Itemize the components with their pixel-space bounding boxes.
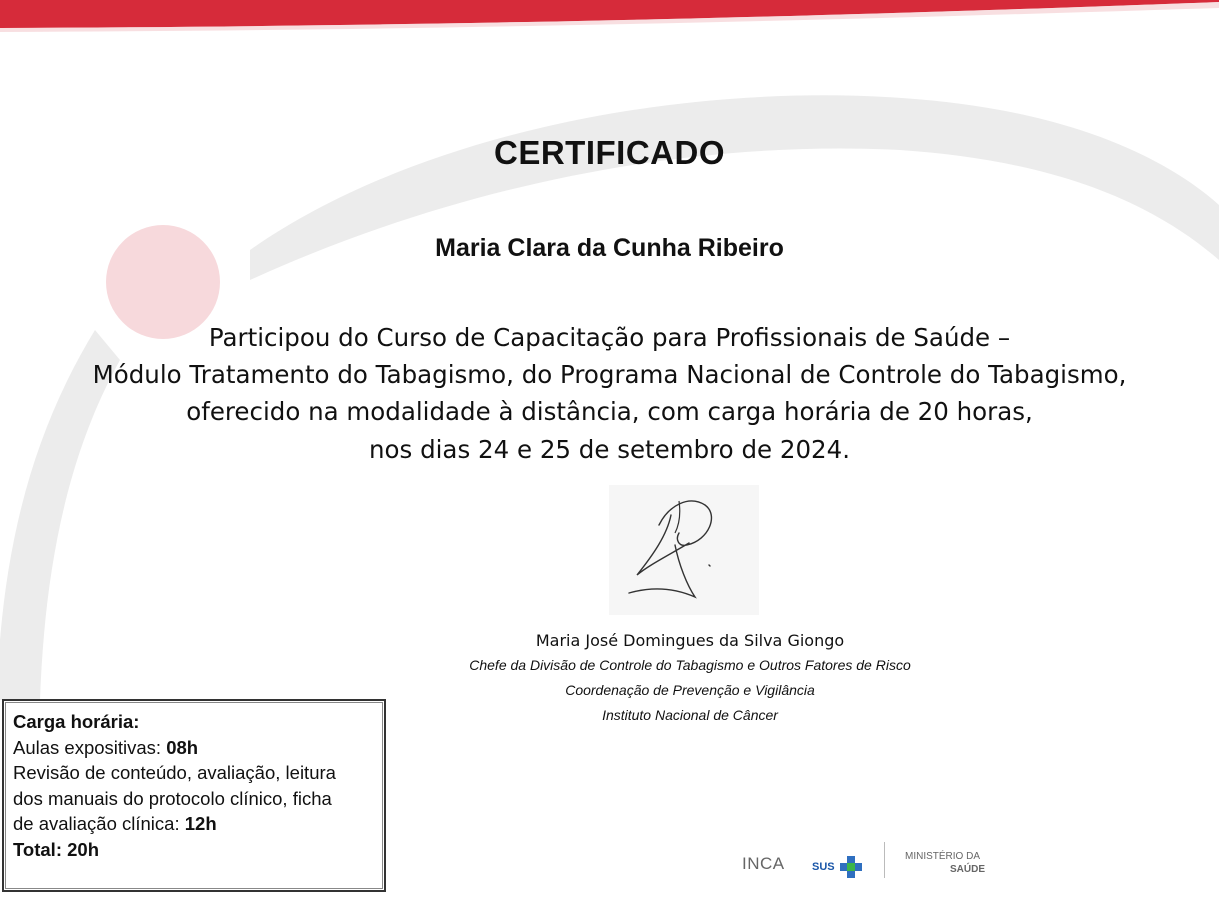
footer-logos <box>738 838 1008 882</box>
certificate-title: CERTIFICADO <box>494 134 725 171</box>
lecture-label: Aulas expositivas: <box>13 736 167 758</box>
review-label-1: Revisão de conteúdo, avaliação, leitura <box>13 762 336 783</box>
ministry-logo-line1: MINISTÉRIO DA <box>905 851 981 862</box>
inca-logo <box>742 854 785 874</box>
signatory-institution: Instituto Nacional de Câncer <box>602 707 778 723</box>
certificate-body-line-2: Módulo Tratamento do Tabagismo, do Programa Nacional de Controle do Tabagismo, <box>92 360 1127 389</box>
certificate-body-line-4: nos dias 24 e 25 de setembro de 2024. <box>369 435 850 464</box>
review-label-2: dos manuais do protocolo clínico, ficha <box>13 787 332 809</box>
certificate-body-line-3: oferecido na modalidade à distância, com carga horária de 20 horas, <box>186 397 1033 426</box>
ministry-logo-line2: SAÚDE <box>950 864 986 875</box>
sus-cross-icon <box>840 856 862 878</box>
inca-logo-text: INCA <box>742 854 785 873</box>
workload-heading: Carga horária: <box>13 711 140 732</box>
signatory-department: Coordenação de Prevenção e Vigilância <box>565 682 815 698</box>
certificate-body-line-1: Participou do Curso de Capacitação para Profissionais de Saúde – <box>208 323 1011 352</box>
handwritten-signature <box>609 485 759 615</box>
review-value: 12h <box>184 813 217 834</box>
sus-logo <box>812 856 862 878</box>
signatory-name: Maria José Domingues da Silva Giongo <box>535 631 845 650</box>
recipient-name: Maria Clara da Cunha Ribeiro <box>435 234 784 262</box>
workload-total: Total: 20h <box>13 838 99 860</box>
logo-divider <box>884 842 885 878</box>
review-label-3: de avaliação clínica: <box>13 813 185 834</box>
signature-image <box>609 485 759 615</box>
sus-logo-text: SUS <box>812 860 835 873</box>
signatory-role: Chefe da Divisão de Controle do Tabagismo e Outros Fatores de Risco <box>469 657 911 673</box>
workload-box <box>2 699 386 892</box>
lecture-value: 08h <box>166 736 199 758</box>
